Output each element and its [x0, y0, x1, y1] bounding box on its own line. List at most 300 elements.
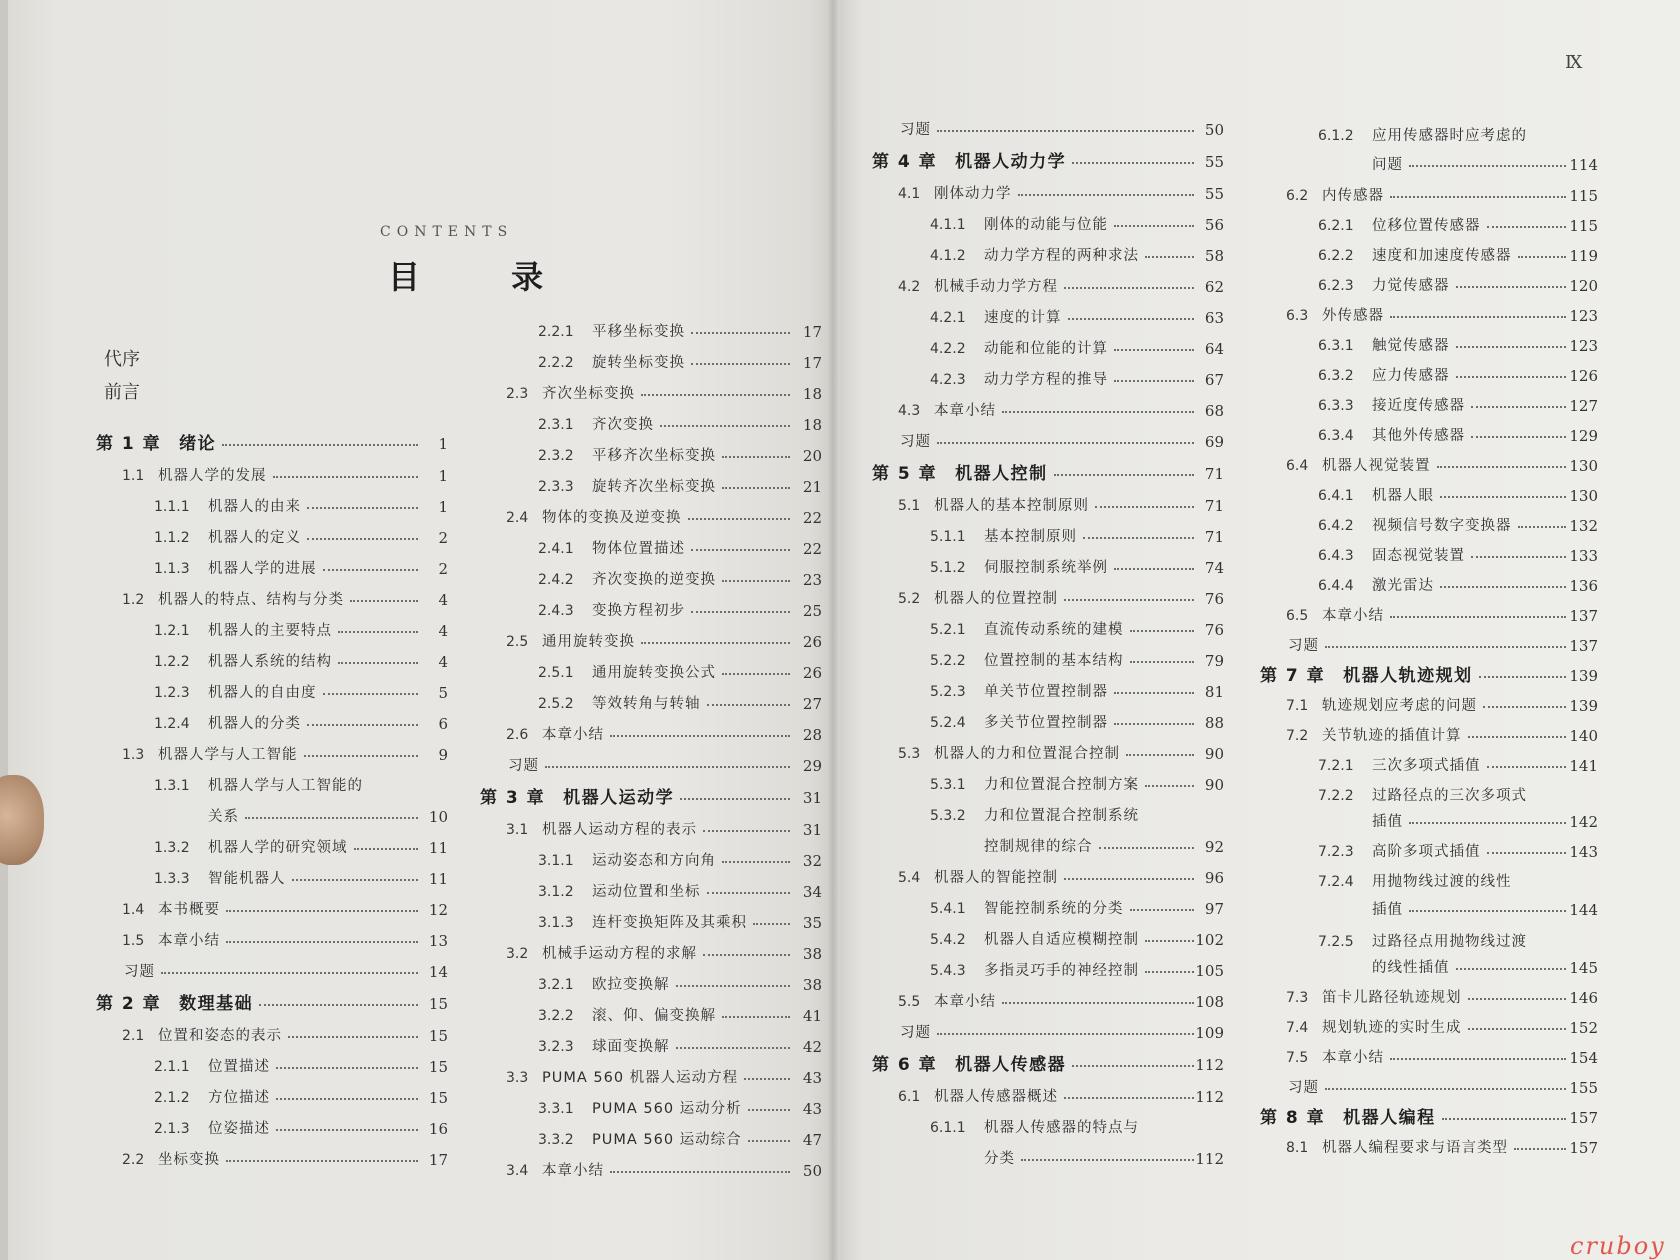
toc-entry[interactable] — [122, 462, 460, 490]
toc-page-number: 1 — [438, 435, 448, 453]
toc-entry[interactable] — [154, 679, 460, 707]
toc-page-number: 155 — [1569, 1079, 1598, 1097]
toc-entry[interactable] — [538, 1002, 834, 1030]
toc-entry-number: 1.1 — [122, 468, 145, 484]
toc-leader-dots — [680, 798, 790, 800]
toc-entry-title: 通用旋转变换 — [542, 634, 635, 650]
toc-entry-number: 2.2.2 — [538, 355, 574, 371]
toc-entry[interactable] — [1318, 838, 1610, 866]
toc-entry[interactable] — [930, 616, 1236, 644]
toc-entry-number: 2.3.3 — [538, 479, 574, 495]
toc-entry-title: 习题 — [900, 122, 931, 138]
toc-entry-title: 应用传感器时应考虑的 — [1372, 128, 1527, 144]
toc-entry[interactable] — [1286, 182, 1610, 210]
toc-entry[interactable] — [538, 878, 834, 906]
toc-entry[interactable] — [154, 834, 460, 862]
toc-entry[interactable] — [1318, 782, 1610, 810]
toc-entry[interactable] — [506, 721, 834, 749]
toc-entry[interactable] — [154, 617, 460, 645]
toc-leader-dots — [1068, 318, 1194, 320]
toc-entry[interactable] — [538, 1033, 834, 1061]
toc-entry-number: 6.5 — [1286, 608, 1309, 624]
toc-entry[interactable] — [538, 597, 834, 625]
toc-page-number: 139 — [1569, 697, 1598, 715]
toc-entry-number: 6.3.4 — [1318, 428, 1354, 444]
toc-entry-title: 机器人自适应模糊控制 — [984, 932, 1139, 948]
toc-page-number: 31 — [802, 821, 822, 839]
toc-entry[interactable] — [538, 1095, 834, 1123]
toc-entry-number: 6.3.3 — [1318, 398, 1354, 414]
toc-entry-title: 机器人视觉装置 — [1322, 458, 1431, 474]
toc-entry-title: 应力传感器 — [1372, 368, 1450, 384]
toc-entry-title: 其他外传感器 — [1372, 428, 1465, 444]
toc-page-number: 146 — [1569, 989, 1598, 1007]
toc-page-number: 157 — [1569, 1109, 1598, 1127]
toc-leader-dots — [1130, 661, 1194, 663]
toc-entry[interactable] — [1318, 362, 1610, 390]
toc-leader-dots — [610, 1171, 790, 1173]
toc-entry-title: 机器人的位置控制 — [934, 591, 1058, 607]
toc-entry-number: 3.1.1 — [538, 853, 574, 869]
toc-entry[interactable] — [1318, 332, 1610, 360]
toc-entry[interactable] — [930, 554, 1236, 582]
toc-page-number: 34 — [802, 883, 822, 901]
toc-entry-number: 1.2.4 — [154, 716, 190, 732]
toc-chapter-entry[interactable] — [96, 430, 460, 458]
toc-entry-title: 位置描述 — [208, 1059, 270, 1075]
toc-leader-dots — [1483, 706, 1566, 708]
toc-entry[interactable] — [898, 1083, 1236, 1111]
toc-entry-number: 4.2.2 — [930, 341, 966, 357]
toc-page-number: 25 — [802, 602, 822, 620]
toc-entry[interactable] — [1286, 302, 1610, 330]
toc-entry[interactable] — [506, 504, 834, 532]
toc-entry-title: 机器人传感器 — [955, 1055, 1067, 1075]
toc-entry[interactable] — [1318, 512, 1610, 540]
toc-page-number: 26 — [802, 633, 822, 651]
toc-entry-title: 外传感器 — [1322, 308, 1384, 324]
toc-entry[interactable] — [900, 1019, 1236, 1047]
toc-leader-dots — [691, 363, 790, 365]
toc-page-number: 152 — [1569, 1019, 1598, 1037]
toc-page-number: 154 — [1569, 1049, 1598, 1067]
front-matter-preface: 前言 — [104, 382, 140, 403]
toc-leader-dots — [744, 1078, 790, 1080]
toc-page-number: 132 — [1569, 517, 1598, 535]
toc-entry[interactable] — [1372, 896, 1610, 924]
toc-entry[interactable] — [154, 555, 460, 583]
toc-entry-number: 2.2 — [122, 1152, 145, 1168]
toc-entry-number: 1.1.1 — [154, 499, 190, 515]
toc-page-number: 142 — [1569, 813, 1598, 831]
toc-page-number: 63 — [1204, 309, 1224, 327]
toc-entry-title: 接近度传感器 — [1372, 398, 1465, 414]
toc-chapter-entry[interactable] — [1260, 662, 1610, 690]
toc-leader-dots — [1064, 599, 1194, 601]
toc-entry-number: 第 7 章 — [1260, 666, 1326, 686]
toc-entry[interactable] — [506, 380, 834, 408]
toc-entry[interactable] — [984, 1145, 1236, 1173]
toc-entry-title: 触觉传感器 — [1372, 338, 1450, 354]
toc-page-number: 120 — [1569, 277, 1598, 295]
toc-entry[interactable] — [122, 1146, 460, 1174]
toc-entry-title: 机器人的基本控制原则 — [934, 498, 1089, 514]
toc-entry-title: 欧拉变换解 — [592, 977, 670, 993]
toc-entry[interactable] — [208, 803, 460, 831]
toc-page-number: 15 — [428, 1089, 448, 1107]
toc-entry-title: 插值 — [1372, 814, 1403, 830]
toc-page-number: 141 — [1569, 757, 1598, 775]
toc-page-number: 21 — [802, 478, 822, 496]
toc-entry-number: 7.1 — [1286, 698, 1309, 714]
toc-entry-title: 视频信号数字变换器 — [1372, 518, 1512, 534]
toc-page-number: 10 — [428, 808, 448, 826]
toc-leader-dots — [688, 518, 790, 520]
toc-entry-title: 过路径点的三次多项式 — [1372, 788, 1527, 804]
toc-entry-number: 8.1 — [1286, 1140, 1309, 1156]
toc-page-number: 74 — [1204, 559, 1224, 577]
toc-entry-title: 机器人传感器的特点与 — [984, 1120, 1139, 1136]
toc-entry[interactable] — [898, 864, 1236, 892]
toc-leader-dots — [707, 704, 790, 706]
toc-entry-title: 本章小结 — [1322, 1050, 1384, 1066]
toc-entry[interactable] — [1318, 868, 1610, 896]
toc-entry[interactable] — [930, 335, 1236, 363]
toc-entry-title: 机器人动力学 — [955, 152, 1067, 172]
toc-entry[interactable] — [154, 772, 460, 800]
toc-entry-title: 力和位置混合控制系统 — [984, 808, 1139, 824]
toc-entry[interactable] — [930, 678, 1236, 706]
toc-entry[interactable] — [124, 958, 460, 986]
toc-page-number: 11 — [428, 839, 448, 857]
toc-leader-dots — [292, 879, 418, 881]
toc-entry[interactable] — [898, 180, 1236, 208]
toc-entry-title: 方位描述 — [208, 1090, 270, 1106]
toc-entry[interactable] — [930, 304, 1236, 332]
toc-entry[interactable] — [930, 366, 1236, 394]
toc-entry-title: PUMA 560 运动分析 — [592, 1101, 742, 1117]
toc-leader-dots — [641, 642, 790, 644]
toc-entry-number: 7.3 — [1286, 990, 1309, 1006]
toc-chapter-entry[interactable] — [480, 784, 834, 812]
toc-entry[interactable] — [1318, 212, 1610, 240]
toc-leader-dots — [307, 507, 418, 509]
toc-entry-number: 6.3.1 — [1318, 338, 1354, 354]
toc-entry-number: 4.1.2 — [930, 248, 966, 264]
toc-page-number: 12 — [428, 901, 448, 919]
toc-entry[interactable] — [154, 493, 460, 521]
toc-page-number: 62 — [1204, 278, 1224, 296]
toc-entry[interactable] — [154, 1115, 460, 1143]
toc-entry[interactable] — [1286, 1014, 1610, 1042]
toc-entry-number: 5.1.2 — [930, 560, 966, 576]
toc-page-number: 9 — [438, 746, 448, 764]
toc-entry[interactable] — [538, 690, 834, 718]
toc-entry-title: 本书概要 — [158, 902, 220, 918]
toc-leader-dots — [259, 1004, 418, 1006]
toc-entry[interactable] — [506, 816, 834, 844]
toc-leader-dots — [273, 476, 418, 478]
toc-entry[interactable] — [1318, 482, 1610, 510]
toc-entry-number: 3.3.2 — [538, 1132, 574, 1148]
toc-entry-number: 2.1.1 — [154, 1059, 190, 1075]
toc-page-number: 17 — [802, 354, 822, 372]
toc-page-number: 105 — [1195, 962, 1224, 980]
toc-entry[interactable] — [506, 1064, 834, 1092]
toc-entry-title: 关系 — [208, 809, 239, 825]
toc-chapter-entry[interactable] — [96, 990, 460, 1018]
toc-leader-dots — [1002, 1002, 1194, 1004]
toc-page-number: 136 — [1569, 577, 1598, 595]
toc-entry-title: 滚、仰、偏变换解 — [592, 1008, 716, 1024]
toc-leader-dots — [1114, 349, 1194, 351]
toc-chapter-entry[interactable] — [872, 1051, 1236, 1079]
toc-page-number: 50 — [802, 1162, 822, 1180]
toc-entry-title: 本章小结 — [1322, 608, 1384, 624]
toc-entry[interactable] — [930, 895, 1236, 923]
toc-entry-title: 速度的计算 — [984, 310, 1062, 326]
toc-entry[interactable] — [1318, 422, 1610, 450]
toc-entry[interactable] — [930, 771, 1236, 799]
toc-entry-title: 机器人的自由度 — [208, 685, 317, 701]
toc-entry-number: 2.4.3 — [538, 603, 574, 619]
toc-entry-title: 习题 — [1288, 638, 1319, 654]
toc-entry[interactable] — [122, 1022, 460, 1050]
toc-leader-dots — [1409, 165, 1566, 167]
toc-entry-number: 6.4 — [1286, 458, 1309, 474]
toc-entry[interactable] — [506, 628, 834, 656]
toc-entry-title: 本章小结 — [158, 933, 220, 949]
toc-entry[interactable] — [122, 741, 460, 769]
toc-entry[interactable] — [898, 988, 1236, 1016]
toc-entry[interactable] — [930, 211, 1236, 239]
toc-entry-number: 6.1 — [898, 1089, 921, 1105]
toc-entry-number: 4.1 — [898, 186, 921, 202]
toc-leader-dots — [1440, 586, 1566, 588]
toc-entry[interactable] — [930, 523, 1236, 551]
toc-entry[interactable] — [1372, 808, 1610, 836]
toc-entry-number: 6.4.4 — [1318, 578, 1354, 594]
toc-page-number: 90 — [1204, 776, 1224, 794]
toc-entry[interactable] — [538, 847, 834, 875]
toc-entry-number: 6.4.1 — [1318, 488, 1354, 504]
toc-entry[interactable] — [154, 1084, 460, 1112]
toc-page-number: 2 — [438, 560, 448, 578]
toc-entry-title: 齐次变换 — [592, 417, 654, 433]
toc-entry-number: 7.2.3 — [1318, 844, 1354, 860]
toc-entry[interactable] — [154, 524, 460, 552]
toc-entry[interactable] — [538, 442, 834, 470]
toc-leader-dots — [1145, 256, 1194, 258]
toc-page-number: 47 — [802, 1131, 822, 1149]
toc-entry-number: 7.2.5 — [1318, 934, 1354, 950]
toc-leader-dots — [276, 1067, 418, 1069]
toc-entry[interactable] — [1318, 572, 1610, 600]
toc-entry[interactable] — [930, 647, 1236, 675]
toc-entry[interactable] — [1288, 632, 1610, 660]
toc-page-number: 58 — [1204, 247, 1224, 265]
toc-entry[interactable] — [506, 940, 834, 968]
toc-entry-title: 单关节位置控制器 — [984, 684, 1108, 700]
toc-entry[interactable] — [538, 318, 834, 346]
toc-page-number: 32 — [802, 852, 822, 870]
toc-entry[interactable] — [1288, 1074, 1610, 1102]
toc-entry[interactable] — [154, 648, 460, 676]
toc-entry[interactable] — [1318, 928, 1610, 956]
toc-leader-dots — [1325, 646, 1566, 648]
page-folio: Ⅸ — [1565, 52, 1583, 73]
toc-entry-title: 机器人的定义 — [208, 530, 301, 546]
toc-entry-number: 第 1 章 — [96, 434, 162, 454]
toc-entry-number: 5.4.1 — [930, 901, 966, 917]
toc-entry-title: 规划轨迹的实时生成 — [1322, 1020, 1462, 1036]
toc-entry-title: 机器人学的进展 — [208, 561, 317, 577]
toc-entry-title: 习题 — [124, 964, 155, 980]
toc-page-number: 18 — [802, 416, 822, 434]
toc-entry[interactable] — [122, 896, 460, 924]
toc-page-number: 69 — [1204, 433, 1224, 451]
toc-entry[interactable] — [538, 909, 834, 937]
toc-leader-dots — [1471, 406, 1566, 408]
toc-entry-title: 本章小结 — [542, 1163, 604, 1179]
toc-page-number: 92 — [1204, 838, 1224, 856]
toc-entry[interactable] — [122, 927, 460, 955]
toc-page-number: 96 — [1204, 869, 1224, 887]
toc-entry[interactable] — [538, 349, 834, 377]
toc-entry[interactable] — [1286, 692, 1610, 720]
toc-entry[interactable] — [1372, 954, 1610, 982]
toc-entry-title: 位置控制的基本结构 — [984, 653, 1124, 669]
toc-leader-dots — [226, 941, 418, 943]
toc-page-number: 79 — [1204, 652, 1224, 670]
toc-page-number: 6 — [438, 715, 448, 733]
toc-entry-number: 第 5 章 — [872, 464, 938, 484]
toc-entry[interactable] — [1318, 122, 1610, 150]
toc-leader-dots — [703, 830, 790, 832]
toc-entry-number: 4.1.1 — [930, 217, 966, 233]
toc-entry-title: 旋转齐次坐标变换 — [592, 479, 716, 495]
toc-entry[interactable] — [930, 1114, 1236, 1142]
toc-entry[interactable] — [1372, 151, 1610, 179]
toc-page-number: 115 — [1569, 217, 1598, 235]
toc-entry[interactable] — [1318, 242, 1610, 270]
toc-entry-number: 3.1 — [506, 822, 529, 838]
toc-entry[interactable] — [538, 971, 834, 999]
toc-chapter-entry[interactable] — [1260, 1104, 1610, 1132]
toc-entry[interactable] — [1318, 272, 1610, 300]
toc-entry-number: 6.4.3 — [1318, 548, 1354, 564]
toc-entry[interactable] — [1286, 602, 1610, 630]
toc-entry[interactable] — [898, 740, 1236, 768]
toc-entry[interactable] — [1286, 452, 1610, 480]
toc-entry-number: 3.2.2 — [538, 1008, 574, 1024]
toc-entry-title: 习题 — [508, 758, 539, 774]
toc-entry[interactable] — [122, 586, 460, 614]
toc-entry[interactable] — [1318, 392, 1610, 420]
toc-entry[interactable] — [154, 1053, 460, 1081]
toc-entry[interactable] — [538, 659, 834, 687]
toc-entry-title: 用抛物线过渡的线性 — [1372, 874, 1512, 890]
toc-entry-number: 5.2.3 — [930, 684, 966, 700]
toc-entry[interactable] — [538, 1126, 834, 1154]
toc-entry[interactable] — [898, 273, 1236, 301]
toc-entry[interactable] — [1286, 722, 1610, 750]
toc-entry[interactable] — [1318, 542, 1610, 570]
toc-leader-dots — [1145, 940, 1194, 942]
toc-entry[interactable] — [538, 473, 834, 501]
toc-leader-dots — [350, 600, 418, 602]
toc-leader-dots — [1471, 436, 1566, 438]
toc-chapter-entry[interactable] — [872, 148, 1236, 176]
toc-page-number: 15 — [428, 1027, 448, 1045]
toc-entry[interactable] — [506, 1157, 834, 1185]
toc-entry[interactable] — [930, 957, 1236, 985]
toc-entry[interactable] — [984, 833, 1236, 861]
toc-page-number: 76 — [1204, 590, 1224, 608]
toc-leader-dots — [226, 1160, 418, 1162]
toc-leader-dots — [1072, 1065, 1194, 1067]
toc-leader-dots — [1145, 971, 1194, 973]
toc-entry-title: 过路径点用抛物线过渡 — [1372, 934, 1527, 950]
toc-entry[interactable] — [900, 116, 1236, 144]
toc-entry[interactable] — [154, 710, 460, 738]
toc-entry[interactable] — [930, 242, 1236, 270]
toc-entry-number: 6.2.1 — [1318, 218, 1354, 234]
toc-entry-title: 机器人的由来 — [208, 499, 301, 515]
toc-page-number: 15 — [428, 1058, 448, 1076]
toc-entry[interactable] — [1318, 752, 1610, 780]
toc-entry[interactable] — [154, 865, 460, 893]
toc-entry-number: 4.2.1 — [930, 310, 966, 326]
toc-entry-number: 1.3.2 — [154, 840, 190, 856]
toc-entry-title: 伺服控制系统举例 — [984, 560, 1108, 576]
toc-entry[interactable] — [538, 535, 834, 563]
toc-leader-dots — [1390, 616, 1566, 618]
toc-entry[interactable] — [898, 585, 1236, 613]
toc-page-number: 22 — [802, 540, 822, 558]
toc-entry[interactable] — [930, 802, 1236, 830]
toc-entry[interactable] — [900, 428, 1236, 456]
toc-entry-title: 机器人的特点、结构与分类 — [158, 592, 344, 608]
toc-entry-number: 2.5 — [506, 634, 529, 650]
toc-entry[interactable] — [538, 566, 834, 594]
toc-entry[interactable] — [1286, 984, 1610, 1012]
toc-entry[interactable] — [930, 926, 1236, 954]
toc-entry-title: 数理基础 — [179, 994, 254, 1014]
toc-entry[interactable] — [538, 411, 834, 439]
toc-leader-dots — [323, 693, 418, 695]
toc-entry-number: 1.4 — [122, 902, 145, 918]
toc-leader-dots — [722, 673, 790, 675]
toc-entry-number: 5.2 — [898, 591, 921, 607]
toc-entry-number: 3.1.2 — [538, 884, 574, 900]
toc-page-number: 17 — [428, 1151, 448, 1169]
toc-entry-title: 齐次变换的逆变换 — [592, 572, 716, 588]
toc-entry-number: 5.5 — [898, 994, 921, 1010]
toc-entry[interactable] — [898, 397, 1236, 425]
toc-entry-number: 6.3.2 — [1318, 368, 1354, 384]
toc-entry[interactable] — [508, 752, 834, 780]
toc-entry[interactable] — [898, 492, 1236, 520]
toc-title: 目 录 — [388, 258, 584, 296]
toc-entry-title: 本章小结 — [542, 727, 604, 743]
toc-entry[interactable] — [1286, 1044, 1610, 1072]
toc-entry-number: 7.2 — [1286, 728, 1309, 744]
toc-entry[interactable] — [1286, 1134, 1610, 1162]
toc-entry[interactable] — [930, 709, 1236, 737]
toc-page-number: 22 — [802, 509, 822, 527]
toc-chapter-entry[interactable] — [872, 460, 1236, 488]
